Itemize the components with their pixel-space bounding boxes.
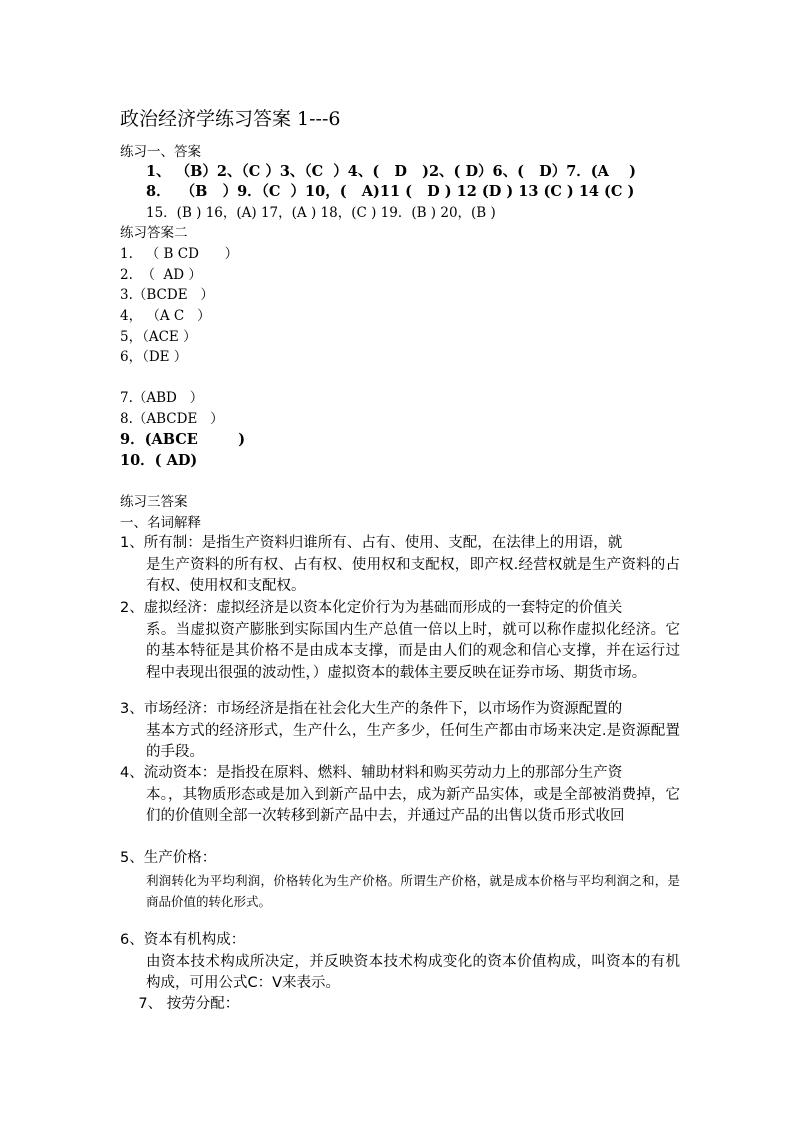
term-body: 基本方式的经济形式，生产什么，生产多少，任何生产都由市场来决定.是资源配置的手段。 [146, 722, 680, 760]
ex2-answer: 6，（DE ） [120, 349, 188, 365]
page-title: 政治经济学练习答案 1---6 [120, 108, 341, 130]
term-heading: 4、流动资本：是指投在原料、燃料、辅助材料和购买劳动力上的那部分生产资 [120, 765, 623, 781]
term-definition [120, 598, 680, 684]
ex2-answer: 10．( AD) [120, 452, 198, 469]
ex1-heading: 练习一、答案 [120, 144, 201, 160]
ex1-answers-line-3: 15．(B ) 16，(A) 17，(A ) 18，(C ) 19．(B ) 20，(B ) [146, 205, 496, 221]
ex1-answers-line-1: 1、 （B）2、（C ）3、（C ）4、( D )2、( D）6、( D）7．(A ) [146, 163, 636, 180]
term-body: 本。，其物质形态或是加入到新产品中去，成为新产品实体，或是全部被消费掉，它们的价值则全部一次转移到新产品中去，并通过产品的出售以货币形式收回 [146, 786, 680, 824]
term-body: 是生产资料的所有权、占有权、使用权和支配权，即产权.经营权就是生产资料的占有权、使用权和支配权。 [146, 556, 680, 594]
ex3-subheading: 一、名词解释 [120, 515, 201, 531]
term-heading: 7、 按劳分配： [120, 996, 240, 1012]
term-definition [120, 930, 680, 995]
ex2-answer: 7.（ABD ） [120, 390, 204, 406]
ex2-answer: 1. （ B CD ） [120, 246, 239, 262]
term-definition [120, 848, 680, 912]
term-definition [120, 763, 680, 828]
ex2-answer: 9．(ABCE ) [120, 431, 246, 448]
ex2-answer: 4， （A C ） [120, 308, 211, 324]
term-body: 由资本技术构成所决定，并反映资本技术构成变化的资本价值构成，叫资本的有机构成，可用公式C：V来表示。 [146, 953, 680, 991]
term-heading: 2、虚拟经济：虚拟经济是以资本化定价行为为基础而形成的一套特定的价值关 [120, 600, 623, 616]
term-body: 利润转化为平均利润，价格转化为生产价格。所谓生产价格，就是成本价格与平均利润之和，是商品价值的转化形式。 [146, 872, 680, 909]
term-heading: 1、所有制：是指生产资料归谁所有、占有、使用、支配，在法律上的用语，就 [120, 535, 623, 551]
ex1-answers-line-2: 8． （B ）9．（C ）10，( A)11 ( D ) 12 (D ) 13 (C ) 14 (C ) [146, 183, 635, 200]
term-heading: 3、市场经济：市场经济是指在社会化大生产的条件下，以市场作为资源配置的 [120, 701, 623, 717]
ex2-answer: 8.（ABCDE ） [120, 411, 224, 427]
term-definition [120, 994, 680, 1016]
ex2-answer: 3.（BCDE ） [120, 287, 214, 303]
ex2-heading: 练习答案二 [120, 225, 188, 241]
term-heading: 5、生产价格： [120, 850, 217, 866]
ex3-heading: 练习三答案 [120, 494, 188, 510]
term-definition [120, 533, 680, 598]
term-heading: 6、资本有机构成： [120, 932, 246, 948]
ex2-answer: 2. （ AD ） [120, 267, 202, 283]
ex2-answer: 5，（ACE ） [120, 329, 197, 345]
term-definition [120, 699, 680, 764]
term-body: 系。当虚拟资产膨胀到实际国内生产总值一倍以上时，就可以称作虚拟化经济。它的基本特征是其价格不是由成本支撑，而是由人们的观念和信心支撑，并在运行过程中表现出很强的波动性，）虚拟资本的载体主要反映在证券市场、期货市场。 [146, 621, 680, 681]
